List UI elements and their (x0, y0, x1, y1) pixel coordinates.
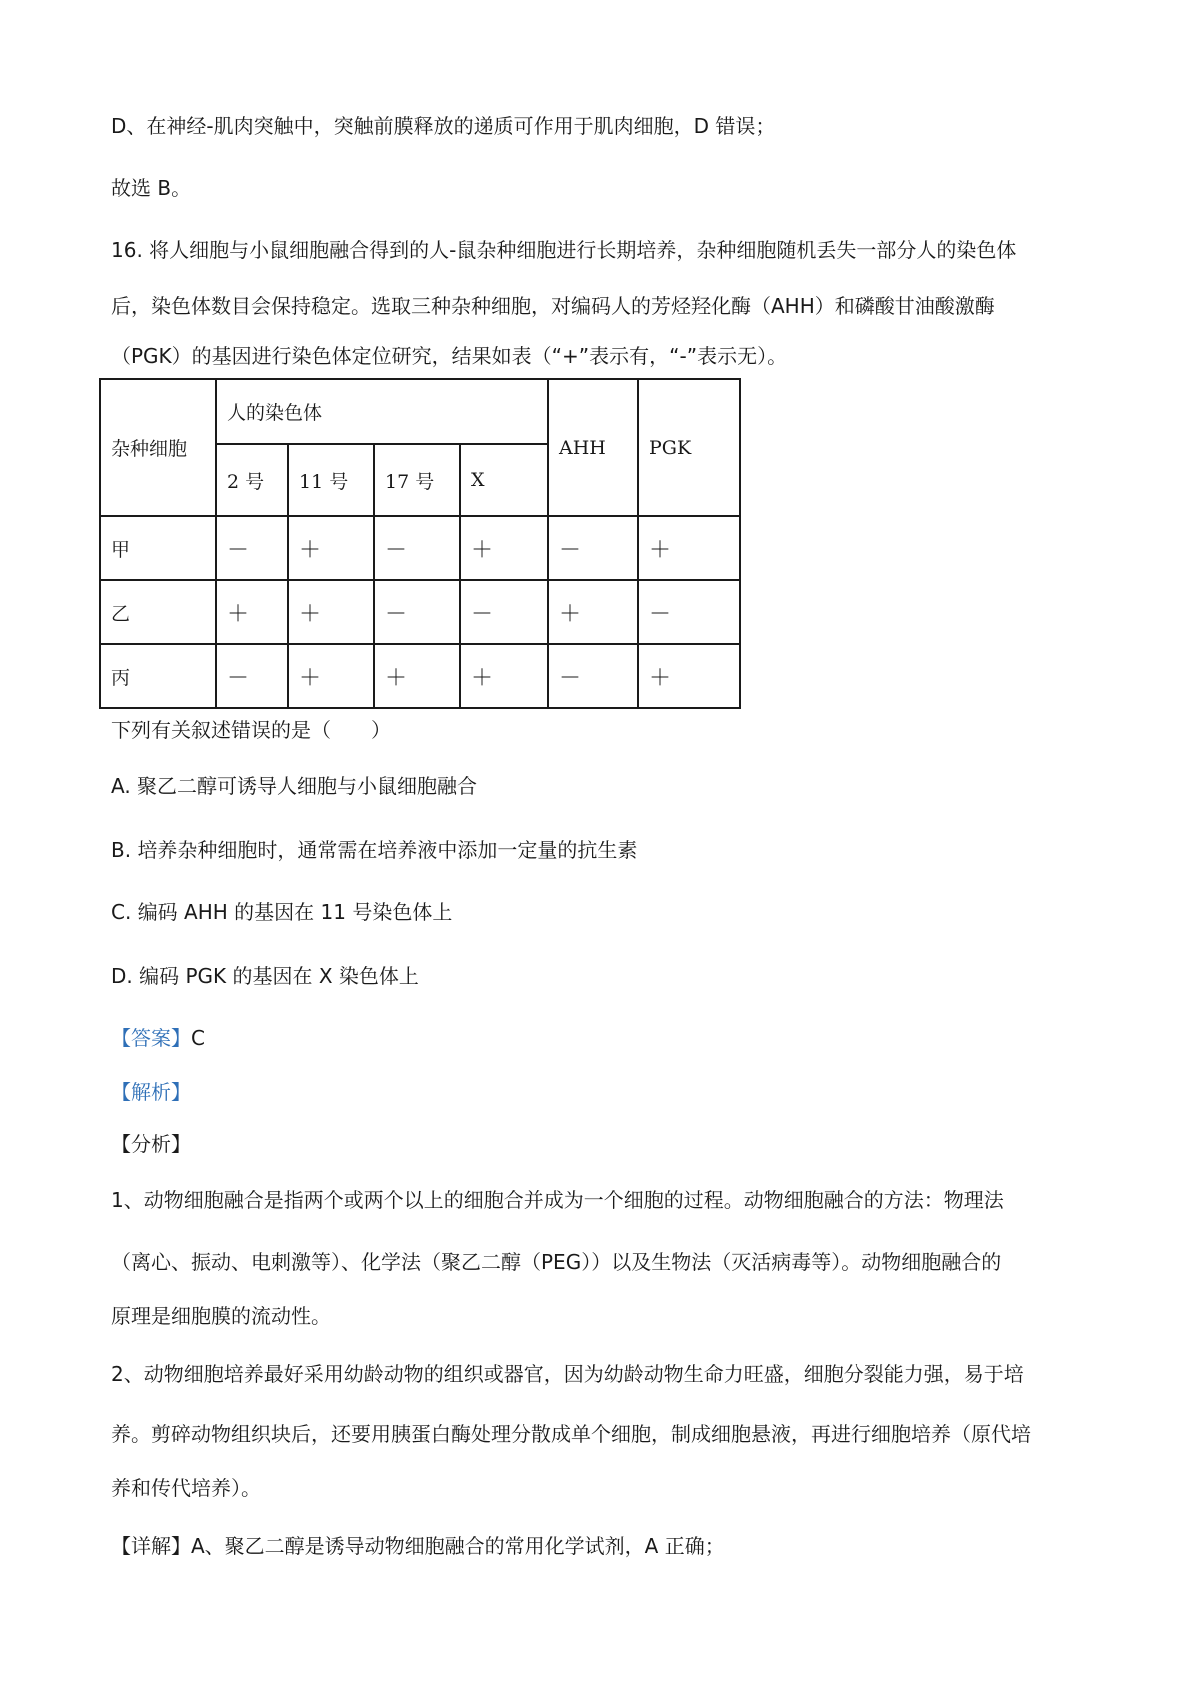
cell: ＋ (638, 644, 740, 708)
option-c (111, 898, 452, 926)
detail-label: 【详解】 (111, 1534, 191, 1558)
header-chr-17: 17 号 (374, 444, 460, 516)
cell: － (460, 580, 548, 644)
option-d (111, 962, 419, 990)
point-2-line-2: 养。剪碎动物组织块后，还要用胰蛋白酶处理分散成单个细胞，制成细胞悬液，再进行细胞培养（原代培 (111, 1422, 1031, 1446)
header-human-chromosome: 人的染色体 (216, 379, 548, 444)
option-letter: D. (111, 964, 133, 988)
row-name: 乙 (100, 580, 216, 644)
point-1-line-1: 1、动物细胞融合是指两个或两个以上的细胞合并成为一个细胞的过程。动物细胞融合的方法：物理法 (111, 1188, 1004, 1212)
cell: － (548, 644, 638, 708)
table-row (100, 516, 740, 580)
cell: ＋ (288, 644, 374, 708)
cell: － (374, 580, 460, 644)
cell: ＋ (216, 580, 288, 644)
cell: － (216, 516, 288, 580)
header-chr-11: 11 号 (288, 444, 374, 516)
option-text: 编码 AHH 的基因在 11 号染色体上 (137, 900, 453, 924)
cell: － (548, 516, 638, 580)
option-b (111, 836, 637, 864)
cell: ＋ (638, 516, 740, 580)
option-text: 聚乙二醇可诱导人细胞与小鼠细胞融合 (137, 774, 478, 798)
option-letter: C. (111, 900, 132, 924)
option-text: 编码 PGK 的基因在 X 染色体上 (139, 964, 419, 988)
analysis-label: 【解析】 (111, 1080, 191, 1104)
header-chr-2: 2 号 (216, 444, 288, 516)
cell: － (638, 580, 740, 644)
point-1-line-2: （离心、振动、电刺激等）、化学法（聚乙二醇（PEG））以及生物法（灭活病毒等）。动物细胞融合的 (111, 1250, 1002, 1274)
prev-conclusion: 故选 B。 (111, 176, 192, 200)
header-chr-x: X (460, 444, 548, 516)
row-name: 甲 (100, 516, 216, 580)
cell: － (374, 516, 460, 580)
cell: － (216, 644, 288, 708)
prev-option-d: D、在神经-肌肉突触中，突触前膜释放的递质可作用于肌肉细胞，D 错误； (111, 114, 776, 138)
header-hybrid-cell: 杂种细胞 (100, 379, 216, 516)
cell: ＋ (288, 580, 374, 644)
question-stem-line-2: 后，染色体数目会保持稳定。选取三种杂种细胞，对编码人的芳烃羟化酶（AHH）和磷酸甘油酸激酶 (111, 294, 995, 318)
point-2-line-3: 养和传代培养）。 (111, 1476, 261, 1500)
cell: ＋ (374, 644, 460, 708)
header-ahh: AHH (548, 379, 638, 516)
question-stem-line-1: 16. 将人细胞与小鼠细胞融合得到的人-鼠杂种细胞进行长期培养，杂种细胞随机丢失一部分人的染色体 (111, 238, 1017, 262)
answer-line (111, 1024, 205, 1052)
row-name: 丙 (100, 644, 216, 708)
option-letter: B. (111, 838, 132, 862)
option-text: 培养杂种细胞时，通常需在培养液中添加一定量的抗生素 (137, 838, 638, 862)
chromosome-table (99, 378, 741, 709)
table-row (100, 644, 740, 708)
cell: ＋ (288, 516, 374, 580)
detail-line (111, 1532, 725, 1560)
question-prompt: 下列有关叙述错误的是（ ） (111, 718, 391, 742)
point-2-line-1: 2、动物细胞培养最好采用幼龄动物的组织或器官，因为幼龄动物生命力旺盛，细胞分裂能力强，易于培 (111, 1362, 1024, 1386)
cell: ＋ (460, 644, 548, 708)
answer-value: C (191, 1026, 205, 1050)
question-number: 16. (111, 238, 143, 262)
option-a (111, 772, 477, 800)
answer-label: 【答案】 (111, 1026, 191, 1050)
cell: ＋ (548, 580, 638, 644)
detail-text: A、聚乙二醇是诱导动物细胞融合的常用化学试剂，A 正确； (191, 1534, 725, 1558)
question-stem-line-3: （PGK）的基因进行染色体定位研究，结果如表（“+”表示有，“-”表示无）。 (111, 344, 788, 368)
table-row (100, 580, 740, 644)
option-letter: A. (111, 774, 131, 798)
cell: ＋ (460, 516, 548, 580)
fenxi-label: 【分析】 (111, 1132, 191, 1156)
header-pgk: PGK (638, 379, 740, 516)
point-1-line-3: 原理是细胞膜的流动性。 (111, 1304, 331, 1328)
